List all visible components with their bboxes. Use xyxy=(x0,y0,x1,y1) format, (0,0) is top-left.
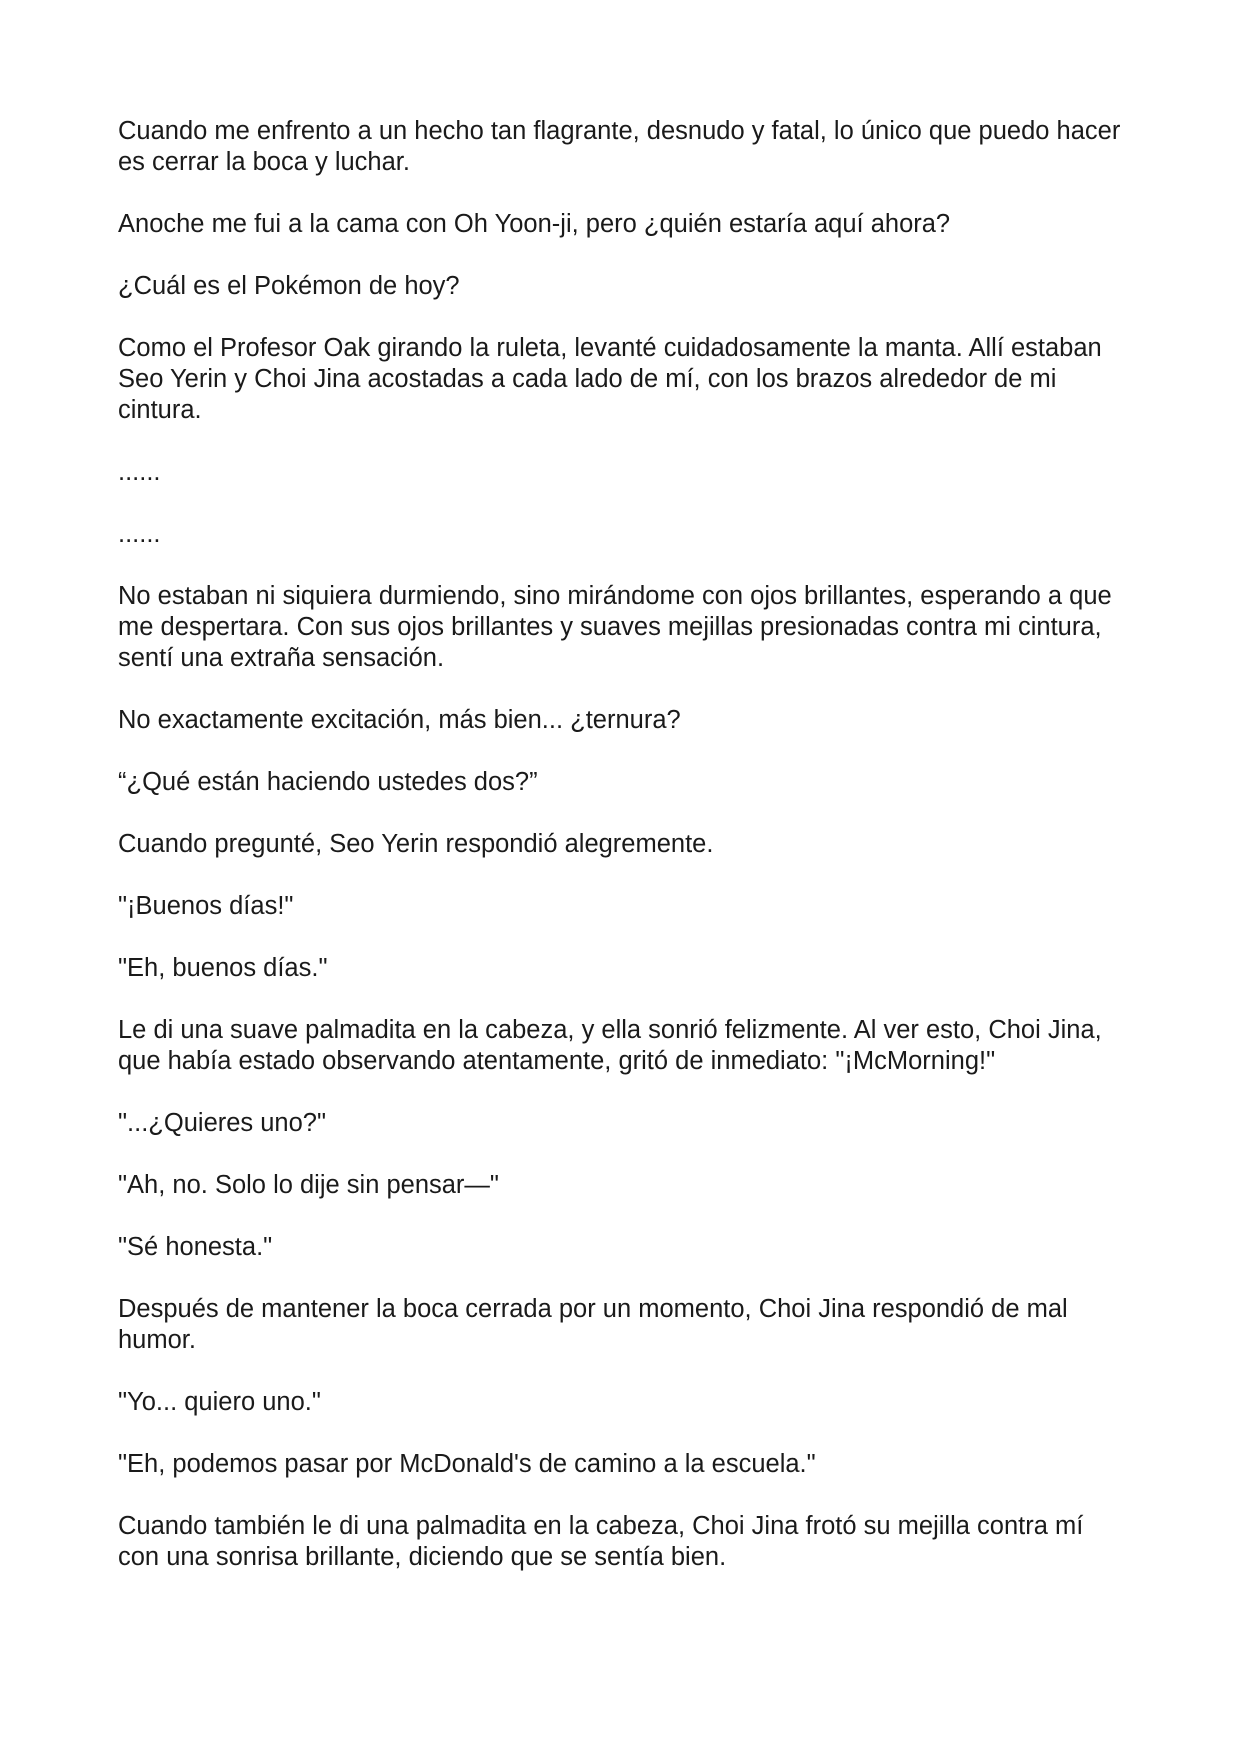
paragraph: Como el Profesor Oak girando la ruleta, levanté cuidadosamente la manta. Allí estaban Seo Yerin y Choi Jina acostadas a cada lado de mí, con los brazos alrededor de mi cintura. xyxy=(118,334,1102,424)
paragraph: ¿Cuál es el Pokémon de hoy? xyxy=(118,272,460,300)
paragraph: Cuando pregunté, Seo Yerin respondió alegremente. xyxy=(118,830,714,858)
dialogue-line: "Yo... quiero uno." xyxy=(118,1388,321,1416)
paragraph: No estaban ni siquiera durmiendo, sino mirándome con ojos brillantes, esperando a que me despertara. Con sus ojos brillantes y suaves mejillas presionadas contra mi cintura, sentí una extraña sensación. xyxy=(118,582,1112,672)
dialogue-line: "Eh, podemos pasar por McDonald's de camino a la escuela." xyxy=(118,1450,816,1478)
dialogue-line: “¿Qué están haciendo ustedes dos?” xyxy=(118,768,538,796)
dialogue-line: "...¿Quieres uno?" xyxy=(118,1109,327,1137)
paragraph: Cuando también le di una palmadita en la cabeza, Choi Jina frotó su mejilla contra mí con una sonrisa brillante, diciendo que se sentía bien. xyxy=(118,1512,1084,1571)
paragraph: Anoche me fui a la cama con Oh Yoon-ji, pero ¿quién estaría aquí ahora? xyxy=(118,210,951,238)
ellipsis-line: ...... xyxy=(118,520,161,548)
dialogue-line: "Sé honesta." xyxy=(118,1233,273,1261)
dialogue-line: "Eh, buenos días." xyxy=(118,954,328,982)
paragraph: No exactamente excitación, más bien... ¿ternura? xyxy=(118,706,681,734)
dialogue-line: "Ah, no. Solo lo dije sin pensar—" xyxy=(118,1171,499,1199)
ellipsis-line: ...... xyxy=(118,458,161,486)
paragraph: Le di una suave palmadita en la cabeza, y ella sonrió felizmente. Al ver esto, Choi Jina, que había estado observando atentamente, gritó de inmediato: "¡McMorning!" xyxy=(118,1016,1102,1075)
dialogue-line: "¡Buenos días!" xyxy=(118,892,294,920)
paragraph: Cuando me enfrento a un hecho tan flagrante, desnudo y fatal, lo único que puedo hacer es cerrar la boca y luchar. xyxy=(118,117,1121,176)
paragraph: Después de mantener la boca cerrada por un momento, Choi Jina respondió de mal humor. xyxy=(118,1295,1068,1354)
